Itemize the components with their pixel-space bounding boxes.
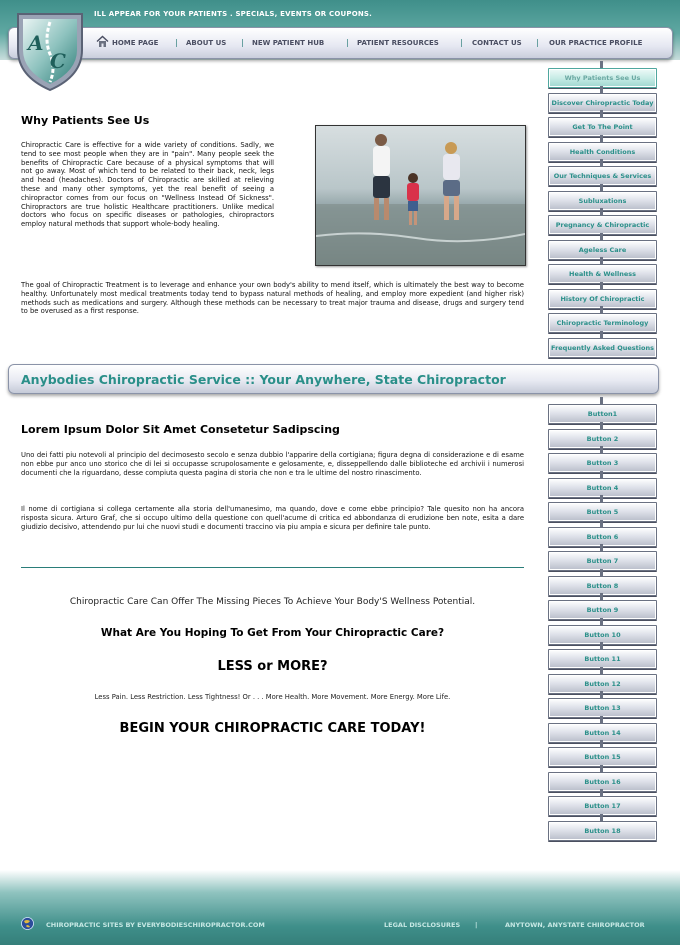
sidebar-connector [600, 691, 603, 698]
footer-credit-link[interactable]: CHIROPRACTIC SITES BY EVERYBODIESCHIROPRACTOR.COM [46, 921, 265, 929]
page-title: Why Patients See Us [21, 114, 150, 127]
sidebar-connector [600, 765, 603, 772]
sidebar-connector [600, 422, 603, 429]
home-icon[interactable] [96, 35, 109, 48]
sidebar-connector [600, 86, 603, 93]
footer-location: ANYTOWN, ANYSTATE CHIROPRACTOR [505, 921, 645, 929]
service-banner [8, 364, 659, 394]
sidebar-connector [600, 331, 603, 338]
nav-separator: | [175, 38, 178, 47]
sidebar-connector [600, 306, 603, 313]
sidebar-item-1[interactable]: Why Patients See Us [548, 68, 657, 88]
sidebar-connector [600, 61, 603, 68]
nav-about[interactable]: ABOUT US [186, 39, 227, 47]
svg-text:A: A [28, 31, 44, 55]
sidebar-connector [600, 184, 603, 191]
lorem-paragraph-2: Il nome di cortigiana si collega certamente alla storia dell'umanesimo, ma quando, dove e come ebbe principio? Tale quesito non ha ancora risposta sicura. Arturo Graf, che si occupo ultimo della questione con quell'acume di critica ed abbondanza di erudizione ben note, esita a dare giudizio decisivo, attendendo pur lui che nuovi studi e documenti traccino via piu ampia e sicura per definire tale punto. [21, 505, 524, 531]
sidebar-connector [600, 257, 603, 264]
sidebar-item-11[interactable]: Chiropractic Terminology [548, 313, 657, 333]
sidebar-connector [600, 814, 603, 821]
sidebar-connector [600, 159, 603, 166]
sidebar-button-6[interactable]: Button 6 [548, 527, 657, 547]
sidebar-button-16[interactable]: Button 16 [548, 772, 657, 792]
sidebar-connector [600, 789, 603, 796]
sidebar-button-8[interactable]: Button 8 [548, 576, 657, 596]
cta-line-3: LESS or MORE? [217, 659, 328, 674]
sidebar-button-1[interactable]: Button1 [548, 404, 657, 424]
sidebar-connector [600, 642, 603, 649]
sidebar-connector [600, 110, 603, 117]
svg-text:C: C [50, 49, 66, 73]
intro-paragraph: Chiropractic Care is effective for a wide variety of conditions. Sadly, we tend to see most people when they are in "pain". Many people seek the benefits of Chiropractic Care because of a physical symptoms that will not go away. Most of which tend to be related to their back, neck, legs and head (headaches). Doctors of Chiropractic are skilled at relieving these and many other symptoms, yet the real benefit of seeing a chiropractor comes from our focus on "Wellness Instead Of Sickness". Chiropractors are true holistic Healthcare practitioners. Unlike medical doctors who focus on specific diseases or pathologies, chiropractors employ natural methods that support whole-body healing. [21, 141, 274, 229]
nav-separator: | [460, 38, 463, 47]
sidebar-item-6[interactable]: Subluxations [548, 191, 657, 211]
logo-shield[interactable] [14, 10, 86, 94]
sidebar-connector [600, 740, 603, 747]
sidebar-button-11[interactable]: Button 11 [548, 649, 657, 669]
nav-separator: | [346, 38, 349, 47]
sidebar-connector [600, 569, 603, 576]
globe-icon [21, 917, 34, 930]
sidebar-button-5[interactable]: Button 5 [548, 502, 657, 522]
sidebar-connector [600, 495, 603, 502]
sidebar-connector [600, 544, 603, 551]
sidebar-button-4[interactable]: Button 4 [548, 478, 657, 498]
sidebar-connector [600, 135, 603, 142]
section-divider [21, 567, 524, 568]
sidebar-button-9[interactable]: Button 9 [548, 600, 657, 620]
cta-line-5: BEGIN YOUR CHIROPRACTIC CARE TODAY! [119, 721, 426, 736]
sidebar-connector [600, 282, 603, 289]
legal-disclosures-link[interactable]: LEGAL DISCLOSURES [384, 921, 461, 929]
sidebar-item-10[interactable]: History Of Chiropractic [548, 289, 657, 309]
sidebar-item-4[interactable]: Health Conditions [548, 142, 657, 162]
sidebar-item-12[interactable]: Frequently Asked Questions [548, 338, 657, 358]
sidebar-button-13[interactable]: Button 13 [548, 698, 657, 718]
sidebar-item-2[interactable]: Discover Chiropractic Today [548, 93, 657, 113]
sidebar-connector [600, 716, 603, 723]
section-title: Lorem Ipsum Dolor Sit Amet Consetetur Sadipscing [21, 423, 340, 436]
cta-line-4: Less Pain. Less Restriction. Less Tightness! Or . . . More Health. More Movement. More Energy. More Life. [94, 693, 451, 701]
sidebar-button-10[interactable]: Button 10 [548, 625, 657, 645]
sidebar-item-5[interactable]: Our Techniques & Services [548, 166, 657, 186]
family-photo [315, 125, 526, 266]
sidebar-button-15[interactable]: Button 15 [548, 747, 657, 767]
sidebar-connector [600, 593, 603, 600]
sidebar-item-7[interactable]: Pregnancy & Chiropractic [548, 215, 657, 235]
sidebar-button-17[interactable]: Button 17 [548, 796, 657, 816]
sidebar-connector [600, 208, 603, 215]
main-nav [8, 27, 673, 59]
sidebar-item-9[interactable]: Health & Wellness [548, 264, 657, 284]
sidebar-connector [600, 446, 603, 453]
footer-band [0, 870, 680, 945]
sidebar-connector [600, 233, 603, 240]
sidebar-button-18[interactable]: Button 18 [548, 821, 657, 841]
cta-line-2: What Are You Hoping To Get From Your Chiropractic Care? [100, 627, 445, 639]
banner-title: Anybodies Chiropractic Service :: Your Anywhere, State Chiropractor [21, 372, 506, 387]
sidebar-connector [600, 520, 603, 527]
sidebar-item-8[interactable]: Ageless Care [548, 240, 657, 260]
lorem-paragraph-1: Uno dei fatti piu notevoli al principio del decimosesto secolo e senza dubbio l'apparire della cortigiana; figura degna di considerazione e di esame non ebbe pur anco uno storico che di lei si occupasse scrupolosamente e gelosamente, e, disseppellendo dalle biblioteche ed archivii i numerosi documenti che la riguardano, desse compiuta questa pagina di storia che non e tra le ultime del nostro rinascimento. [21, 451, 524, 477]
nav-separator: | [241, 38, 244, 47]
sidebar-connector [600, 471, 603, 478]
nav-practice-profile[interactable]: OUR PRACTICE PROFILE [549, 39, 643, 47]
footer-separator: | [475, 921, 478, 929]
sidebar-button-7[interactable]: Button 7 [548, 551, 657, 571]
nav-contact[interactable]: CONTACT US [472, 39, 522, 47]
nav-separator: | [536, 38, 539, 47]
sidebar-connector [600, 397, 603, 404]
sidebar-button-2[interactable]: Button 2 [548, 429, 657, 449]
sidebar-button-3[interactable]: Button 3 [548, 453, 657, 473]
cta-line-1: Chiropractic Care Can Offer The Missing Pieces To Achieve Your Body'S Wellness Potential. [69, 597, 476, 607]
goal-paragraph: The goal of Chiropractic Treatment is to leverage and enhance your own body's ability to mend itself, which is ultimately the best way to become healthy. Unfortunately most medical treatments today tend to bypass natural methods of healing, and employ more expedient (and higher risk) methods such as medications and surgery. Although these methods can be necessary to treat major trauma and disease, drugs and surgery tend to be overused as a first response. [21, 281, 524, 316]
promo-message: ILL APPEAR FOR YOUR PATIENTS . SPECIALS, EVENTS OR COUPONS. [94, 10, 373, 18]
nav-new-patient-hub[interactable]: NEW PATIENT HUB [252, 39, 325, 47]
nav-patient-resources[interactable]: PATIENT RESOURCES [357, 39, 439, 47]
sidebar-button-12[interactable]: Button 12 [548, 674, 657, 694]
sidebar-connector [600, 667, 603, 674]
nav-home[interactable]: HOME PAGE [112, 39, 159, 47]
sidebar-button-14[interactable]: Button 14 [548, 723, 657, 743]
sidebar-item-3[interactable]: Get To The Point [548, 117, 657, 137]
sidebar-connector [600, 618, 603, 625]
